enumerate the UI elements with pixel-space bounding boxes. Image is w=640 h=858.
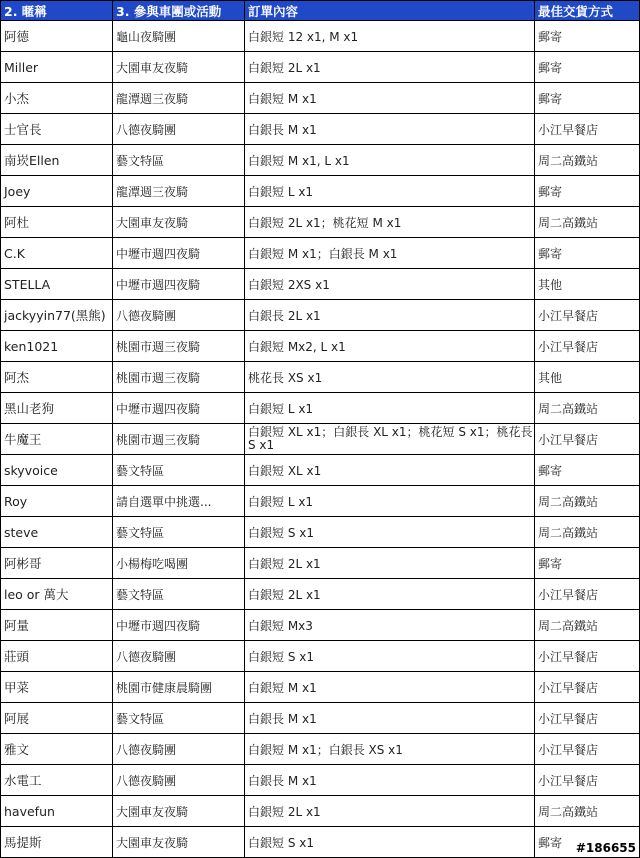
order-cell: 白銀短 L x1 (245, 486, 535, 517)
group-cell: 藝文特區 (113, 145, 245, 176)
order-cell: 白銀短 Mx3 (245, 610, 535, 641)
nickname-cell: leo or 萬大 (1, 579, 113, 610)
nickname-cell: havefun (1, 796, 113, 827)
delivery-cell: 郵寄 (535, 238, 640, 269)
nickname-cell: Miller (1, 52, 113, 83)
delivery-cell: 郵寄 (535, 827, 640, 858)
delivery-cell: 周二高鐵站 (535, 517, 640, 548)
order-cell: 白銀短 XL x1 (245, 455, 535, 486)
header-group: 3. 參與車團或活動 (113, 1, 245, 21)
delivery-cell: 郵寄 (535, 21, 640, 52)
order-cell: 白銀短 2L x1 (245, 796, 535, 827)
nickname-cell: 阿杜 (1, 207, 113, 238)
delivery-cell: 郵寄 (535, 176, 640, 207)
nickname-cell: 馬提斯 (1, 827, 113, 858)
nickname-cell: skyvoice (1, 455, 113, 486)
watermark: #186655 (575, 841, 636, 855)
group-cell: 八德夜騎團 (113, 114, 245, 145)
group-cell: 請自選單中挑選... (113, 486, 245, 517)
group-cell: 八德夜騎團 (113, 734, 245, 765)
delivery-cell: 周二高鐵站 (535, 393, 640, 424)
delivery-cell: 小江早餐店 (535, 703, 640, 734)
group-cell: 龜山夜騎團 (113, 21, 245, 52)
table-row (1, 362, 640, 393)
delivery-cell: 小江早餐店 (535, 579, 640, 610)
order-cell: 白銀短 2L x1；桃花短 M x1 (245, 207, 535, 238)
group-cell: 藝文特區 (113, 703, 245, 734)
order-cell: 白銀短 M x1；白銀長 XS x1 (245, 734, 535, 765)
group-cell: 藝文特區 (113, 517, 245, 548)
table-row (1, 610, 640, 641)
header-order: 訂單內容 (245, 1, 535, 21)
delivery-cell: 周二高鐵站 (535, 486, 640, 517)
group-cell: 桃園市健康晨騎團 (113, 672, 245, 703)
order-cell: 白銀短 M x1, L x1 (245, 145, 535, 176)
table-row (1, 796, 640, 827)
group-cell: 中壢市週四夜騎 (113, 238, 245, 269)
table-row (1, 455, 640, 486)
table-row (1, 176, 640, 207)
nickname-cell: 甲菜 (1, 672, 113, 703)
table-row (1, 269, 640, 300)
group-cell: 大園車友夜騎 (113, 827, 245, 858)
delivery-cell: 小江早餐店 (535, 331, 640, 362)
delivery-cell: 小江早餐店 (535, 672, 640, 703)
group-cell: 大園車友夜騎 (113, 796, 245, 827)
header-row (1, 1, 640, 21)
nickname-cell: Joey (1, 176, 113, 207)
delivery-cell: 周二高鐵站 (535, 610, 640, 641)
nickname-cell: 士官長 (1, 114, 113, 145)
table-row (1, 486, 640, 517)
nickname-cell: jackyyin77(黑熊) (1, 300, 113, 331)
table-row (1, 703, 640, 734)
order-cell: 白銀長 M x1 (245, 114, 535, 145)
order-cell: 白銀長 M x1 (245, 703, 535, 734)
nickname-cell: 南崁Ellen (1, 145, 113, 176)
group-cell: 桃園市週三夜騎 (113, 362, 245, 393)
table-row (1, 52, 640, 83)
order-cell: 白銀短 2XS x1 (245, 269, 535, 300)
group-cell: 藝文特區 (113, 455, 245, 486)
table-row (1, 300, 640, 331)
order-cell: 白銀長 2L x1 (245, 300, 535, 331)
delivery-cell: 小江早餐店 (535, 734, 640, 765)
table-row (1, 579, 640, 610)
nickname-cell: 小杰 (1, 83, 113, 114)
order-cell: 白銀短 S x1 (245, 517, 535, 548)
order-cell: 白銀短 2L x1 (245, 579, 535, 610)
nickname-cell: 水電工 (1, 765, 113, 796)
order-cell: 白銀短 M x1 (245, 83, 535, 114)
delivery-cell: 郵寄 (535, 548, 640, 579)
table-row (1, 517, 640, 548)
order-cell: 白銀短 2L x1 (245, 52, 535, 83)
delivery-cell: 小江早餐店 (535, 300, 640, 331)
group-cell: 中壢市週四夜騎 (113, 269, 245, 300)
group-cell: 藝文特區 (113, 579, 245, 610)
delivery-cell: 周二高鐵站 (535, 145, 640, 176)
nickname-cell: ken1021 (1, 331, 113, 362)
order-cell: 白銀短 L x1 (245, 176, 535, 207)
header-delivery: 最佳交貨方式 (535, 1, 640, 21)
order-cell: 白銀短 S x1 (245, 641, 535, 672)
table-row (1, 145, 640, 176)
delivery-cell: 其他 (535, 362, 640, 393)
table-row (1, 331, 640, 362)
table-row (1, 827, 640, 858)
delivery-cell: 小江早餐店 (535, 641, 640, 672)
delivery-cell: 小江早餐店 (535, 424, 640, 455)
delivery-cell: 小江早餐店 (535, 765, 640, 796)
delivery-cell: 周二高鐵站 (535, 796, 640, 827)
group-cell: 桃園市週三夜騎 (113, 331, 245, 362)
order-cell: 白銀短 M x1；白銀長 M x1 (245, 238, 535, 269)
order-cell: 桃花長 XS x1 (245, 362, 535, 393)
order-cell: 白銀短 XL x1；白銀長 XL x1；桃花短 S x1；桃花長 S x1 (245, 424, 535, 455)
nickname-cell: 牛魔王 (1, 424, 113, 455)
nickname-cell: STELLA (1, 269, 113, 300)
group-cell: 龍潭週三夜騎 (113, 176, 245, 207)
order-cell: 白銀短 Mx2, L x1 (245, 331, 535, 362)
nickname-cell: 阿德 (1, 21, 113, 52)
nickname-cell: Roy (1, 486, 113, 517)
delivery-cell: 其他 (535, 269, 640, 300)
order-cell: 白銀短 S x1 (245, 827, 535, 858)
nickname-cell: 黑山老狗 (1, 393, 113, 424)
order-cell: 白銀短 M x1 (245, 672, 535, 703)
delivery-cell: 郵寄 (535, 52, 640, 83)
table-row (1, 765, 640, 796)
order-cell: 白銀短 12 x1, M x1 (245, 21, 535, 52)
group-cell: 大園車友夜騎 (113, 207, 245, 238)
group-cell: 中壢市週四夜騎 (113, 610, 245, 641)
delivery-cell: 周二高鐵站 (535, 207, 640, 238)
table-row (1, 734, 640, 765)
nickname-cell: 阿杰 (1, 362, 113, 393)
table-row (1, 393, 640, 424)
nickname-cell: 雅文 (1, 734, 113, 765)
header-nickname: 2. 暱稱 (1, 1, 113, 21)
table-row (1, 21, 640, 52)
table-row (1, 641, 640, 672)
table-row (1, 672, 640, 703)
nickname-cell: C.K (1, 238, 113, 269)
group-cell: 八德夜騎團 (113, 765, 245, 796)
table-row (1, 207, 640, 238)
nickname-cell: 阿展 (1, 703, 113, 734)
nickname-cell: steve (1, 517, 113, 548)
delivery-cell: 郵寄 (535, 455, 640, 486)
table-row (1, 238, 640, 269)
group-cell: 八德夜騎團 (113, 300, 245, 331)
group-cell: 八德夜騎團 (113, 641, 245, 672)
group-cell: 龍潭週三夜騎 (113, 83, 245, 114)
group-cell: 小楊梅吃喝團 (113, 548, 245, 579)
table-row (1, 83, 640, 114)
nickname-cell: 阿量 (1, 610, 113, 641)
order-cell: 白銀短 2L x1 (245, 548, 535, 579)
delivery-cell: 小江早餐店 (535, 114, 640, 145)
order-cell: 白銀長 M x1 (245, 765, 535, 796)
table-row (1, 548, 640, 579)
group-cell: 桃園市週三夜騎 (113, 424, 245, 455)
order-cell: 白銀短 L x1 (245, 393, 535, 424)
table-row (1, 424, 640, 455)
group-cell: 大園車友夜騎 (113, 52, 245, 83)
delivery-cell: 郵寄 (535, 83, 640, 114)
group-cell: 中壢市週四夜騎 (113, 393, 245, 424)
table-row (1, 114, 640, 145)
nickname-cell: 阿彬哥 (1, 548, 113, 579)
nickname-cell: 莊頭 (1, 641, 113, 672)
